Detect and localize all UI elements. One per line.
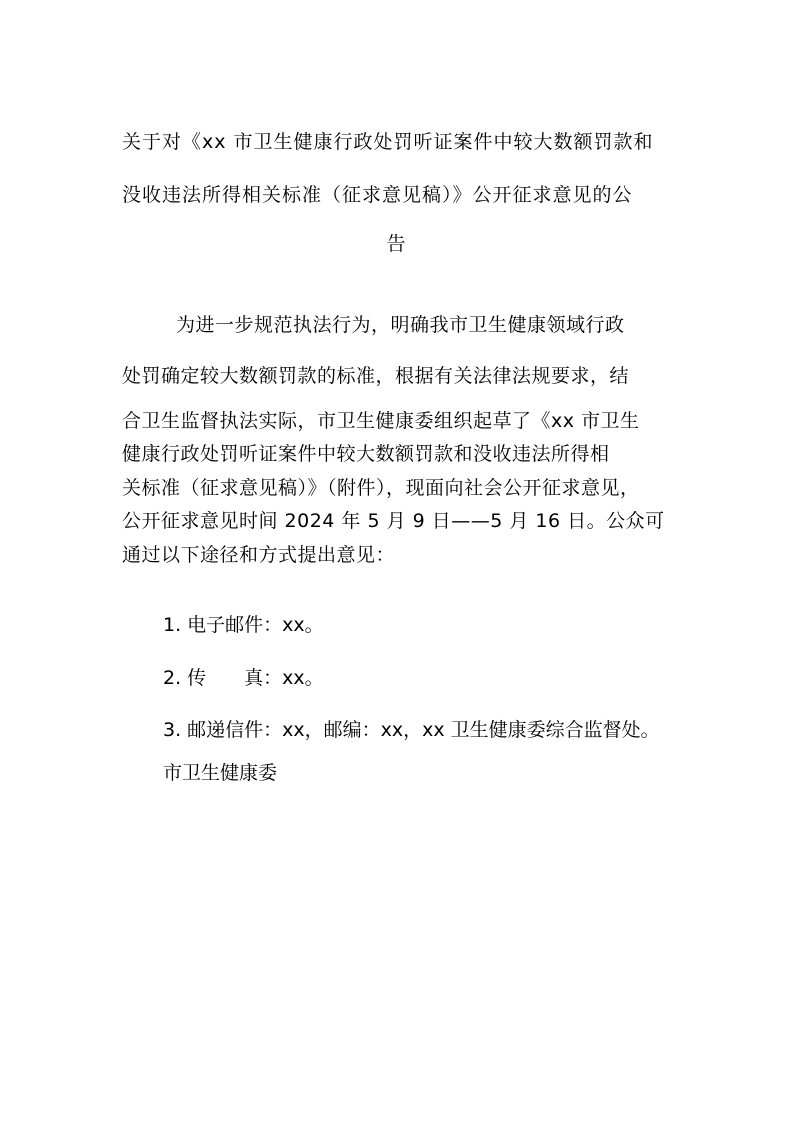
body-line-7: 通过以下途径和方式提出意见：: [122, 544, 396, 566]
body-line-5: 关标准（征求意见稿）》（附件），现面向社会公开征求意见，: [122, 477, 640, 499]
contact-item-mail: 3. 邮递信件：xx，邮编：xx，xx 卫生健康委综合监督处。: [163, 719, 660, 741]
document-title-line-2: 没收违法所得相关标准（征求意见稿）》公开征求意见的公: [122, 184, 633, 206]
body-line-6: 公开征求意见时间 2024 年 5 月 9 日——5 月 16 日。公众可: [122, 510, 665, 532]
contact-item-email: 1. 电子邮件：xx。: [163, 614, 324, 636]
body-line-1: 为进一步规范执法行为，明确我市卫生健康领域行政: [176, 314, 625, 336]
signature: 市卫生健康委: [163, 762, 278, 784]
contact-item-fax: 2. 传 真：xx。: [163, 667, 324, 689]
document-title-line-3: 告: [386, 233, 407, 255]
body-line-4: 健康行政处罚听证案件中较大数额罚款和没收违法所得相: [122, 443, 610, 465]
body-line-3: 合卫生监督执法实际，市卫生健康委组织起草了《xx 市卫生: [122, 410, 640, 432]
document-title-line-1: 关于对《xx 市卫生健康行政处罚听证案件中较大数额罚款和: [122, 131, 654, 153]
body-line-2: 处罚确定较大数额罚款的标准，根据有关法律法规要求，结: [122, 365, 630, 387]
